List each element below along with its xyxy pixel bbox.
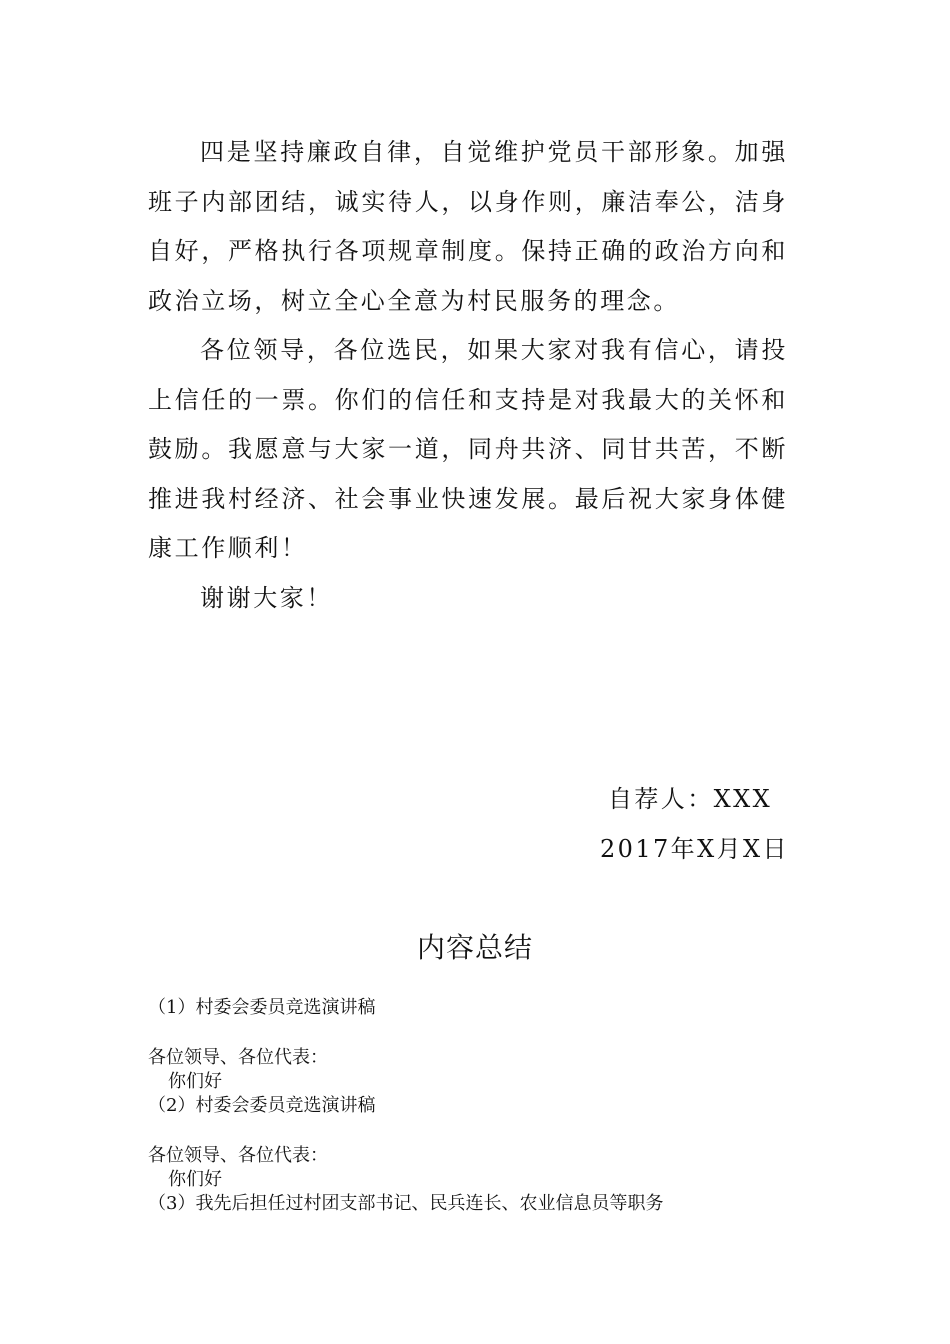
summary-item-greeting: 你们好: [168, 1169, 222, 1190]
summary-list: [148, 996, 848, 1216]
summary-title: 内容总结: [416, 931, 533, 964]
speech-body: [148, 128, 788, 623]
signer-line: 自荐人：XXX: [608, 785, 773, 813]
summary-item-salutation: 各位领导、各位代表：: [148, 1145, 328, 1166]
paragraph-integrity: 四是坚持廉政自律，自觉维护党员干部形象。加强班子内部团结，诚实待人，以身作则，廉洁奉公，洁身自好，严格执行各项规章制度。保持正确的政治方向和政治立场，树立全心全意为村民服务的理念。: [148, 138, 788, 315]
signature-date: 2017年X月X日: [600, 835, 789, 863]
paragraph-appeal: 各位领导，各位选民，如果大家对我有信心，请投上信任的一票。你们的信任和支持是对我最大的关怀和鼓励。我愿意与大家一道，同舟共济、同甘共苦，不断推进我村经济、社会事业快速发展。最后祝大家身体健康工作顺利！: [148, 336, 788, 562]
summary-item-greeting: 你们好: [168, 1071, 222, 1092]
summary-item-heading: （2）村委会委员竞选演讲稿: [148, 1095, 376, 1116]
paragraph-thanks: 谢谢大家！: [200, 583, 333, 612]
summary-item-salutation: 各位领导、各位代表：: [148, 1047, 328, 1068]
summary-item-heading: （3）我先后担任过村团支部书记、民兵连长、农业信息员等职务: [148, 1193, 664, 1214]
summary-spacer: [148, 1020, 848, 1046]
summary-item-heading: （1）村委会委员竞选演讲稿: [148, 997, 376, 1018]
summary-spacer: [148, 1118, 848, 1144]
